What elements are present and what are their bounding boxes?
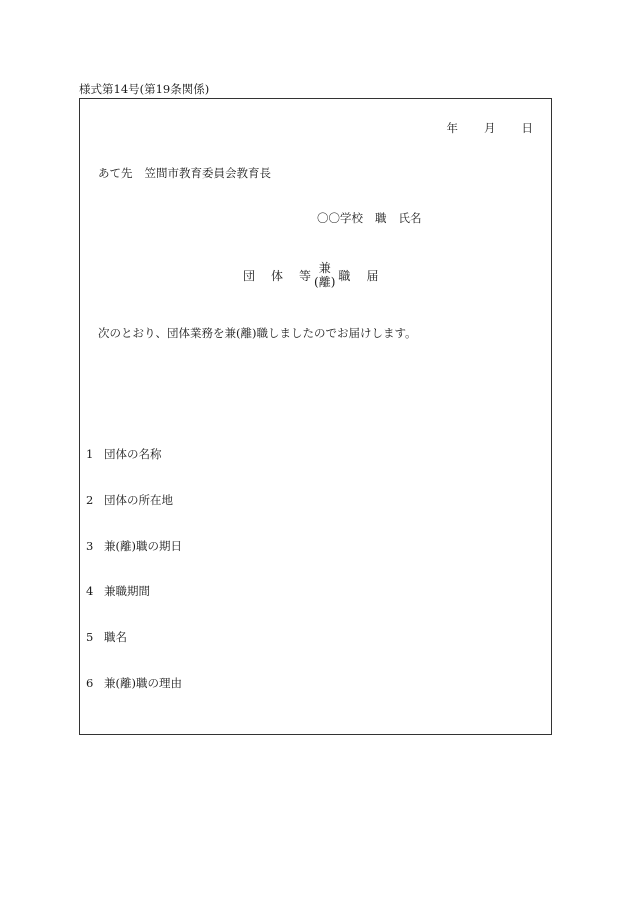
title-char-4: 職: [338, 268, 351, 283]
item-label: 兼(離)職の理由: [104, 675, 182, 690]
date-day: 日: [521, 121, 533, 135]
item-number: 2: [86, 492, 94, 507]
list-item: [86, 446, 182, 492]
title-char-5: 届: [366, 268, 379, 283]
title-stacked-chars: [314, 261, 335, 289]
title-stack-top: 兼: [318, 261, 331, 275]
sender: [317, 210, 422, 226]
sender-school: 〇〇学校: [317, 211, 363, 225]
item-number: 4: [86, 584, 94, 599]
list-item: [86, 492, 182, 538]
form-title: [243, 259, 378, 291]
addressee: [98, 165, 271, 181]
list-item: [86, 675, 182, 721]
sender-name: 氏名: [398, 211, 422, 225]
body-text: 次のとおり、団体業務を兼(離)職しましたのでお届けします。: [98, 326, 417, 340]
title-char-3: 等: [299, 268, 312, 283]
date-year: 年: [446, 121, 458, 135]
item-label: 職名: [104, 630, 127, 645]
item-label: 団体の名称: [104, 447, 162, 461]
list-item: [86, 538, 182, 584]
item-list: [86, 446, 182, 721]
item-number: 1: [86, 447, 94, 461]
addressee-prefix: あて先: [98, 166, 133, 180]
item-number: 6: [86, 675, 94, 690]
form-number: 様式第14号(第19条関係): [79, 82, 210, 96]
title-stack-bottom: (離): [314, 275, 336, 289]
date-month: 月: [484, 121, 496, 135]
title-char-2: 体: [271, 268, 284, 283]
item-label: 団体の所在地: [104, 492, 173, 507]
list-item: [86, 583, 182, 629]
date-line: [447, 120, 534, 136]
title-char-1: 団: [243, 268, 256, 283]
list-item: [86, 629, 182, 675]
item-label: 兼職期間: [104, 584, 150, 599]
addressee-recipient: 笠間市教育委員会教育長: [144, 166, 271, 180]
item-number: 5: [86, 630, 94, 645]
sender-title: 職: [375, 211, 387, 225]
item-number: 3: [86, 538, 94, 553]
form-frame: [79, 98, 552, 735]
item-label: 兼(離)職の期日: [104, 538, 182, 553]
